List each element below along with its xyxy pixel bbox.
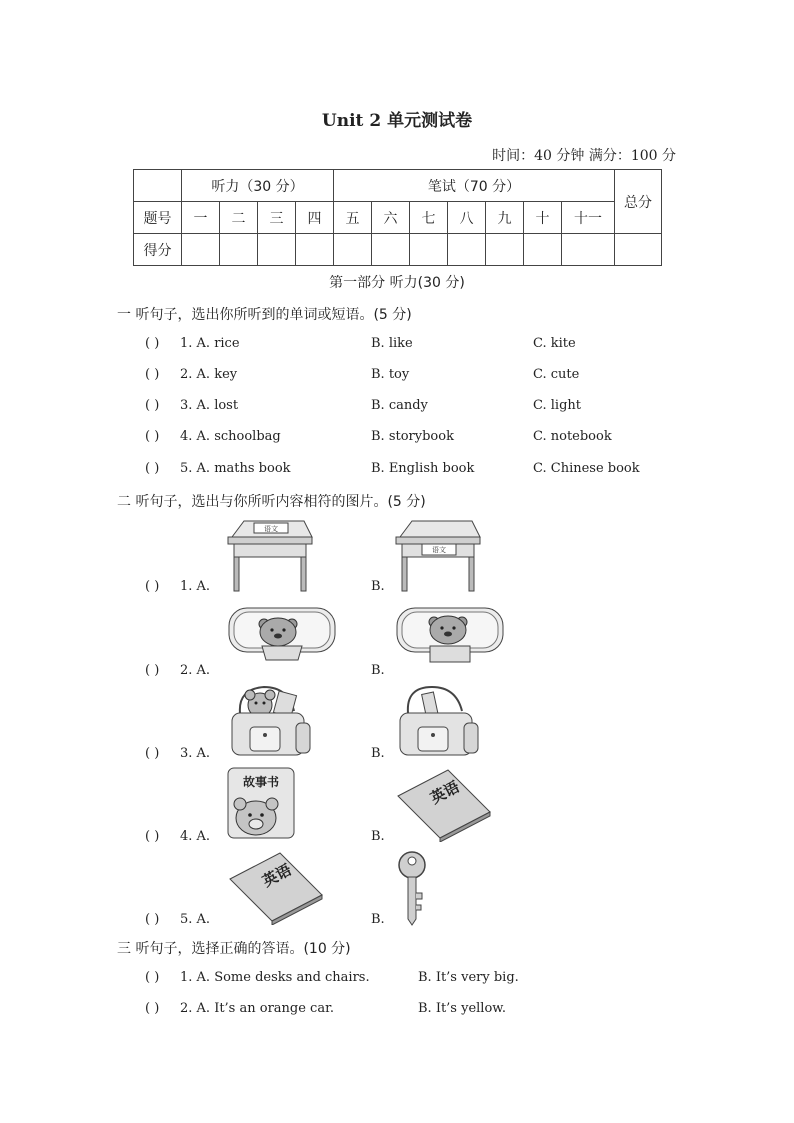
english-book-image[interactable] (394, 766, 494, 842)
option-a: 5. A. maths book (180, 461, 291, 476)
schoolbag-with-book-image[interactable] (394, 683, 484, 759)
answer-blank[interactable]: ( ) (145, 367, 160, 382)
score-cell[interactable] (220, 234, 258, 266)
option-b: B. like (371, 336, 413, 351)
option-a: 1. A. Some desks and chairs. (180, 970, 370, 985)
score-cell[interactable] (258, 234, 296, 266)
book-label: 英语 (427, 777, 463, 808)
col-header: 五 (334, 202, 372, 234)
row-label-number: 题号 (134, 202, 182, 234)
option-a: 4. A. schoolbag (180, 429, 281, 444)
exam-meta: 时间：40 分钟 满分：100 分 (492, 148, 676, 164)
english-book-image[interactable] (226, 849, 326, 925)
answer-blank[interactable]: ( ) (145, 1001, 160, 1016)
option-c: C. Chinese book (533, 461, 640, 476)
book-label: 英语 (259, 860, 295, 891)
score-cell[interactable] (486, 234, 524, 266)
section1-heading: 一 听句子，选出你所听到的单词或短语。(5 分) (117, 307, 412, 323)
option-c: C. kite (533, 336, 576, 351)
pencil-box-open-image[interactable] (394, 602, 506, 664)
option-b: B. (371, 746, 385, 761)
option-b: B. (371, 912, 385, 927)
answer-blank[interactable]: ( ) (145, 912, 160, 927)
book-label: 故事书 (242, 775, 280, 789)
answer-blank[interactable]: ( ) (145, 663, 160, 678)
page-title: Unit 2 单元测试卷 (321, 111, 473, 131)
option-b: B. candy (371, 398, 428, 413)
total-score-cell[interactable] (615, 234, 662, 266)
answer-blank[interactable]: ( ) (145, 746, 160, 761)
option-c: C. cute (533, 367, 580, 382)
corner-cell (134, 170, 182, 202)
answer-blank[interactable]: ( ) (145, 829, 160, 844)
pencil-box-closed-image[interactable] (226, 602, 338, 664)
col-header: 三 (258, 202, 296, 234)
score-cell[interactable] (372, 234, 410, 266)
score-table (133, 169, 662, 266)
option-a: 1. A. rice (180, 336, 240, 351)
storybook-image[interactable] (226, 766, 298, 842)
col-header: 十一 (562, 202, 615, 234)
option-a: 5. A. (180, 912, 211, 927)
score-cell[interactable] (562, 234, 615, 266)
part-one-header: 第一部分 听力(30 分) (329, 275, 465, 291)
score-cell[interactable] (448, 234, 486, 266)
option-b: B. (371, 663, 385, 678)
score-cell[interactable] (334, 234, 372, 266)
option-a: 4. A. (180, 829, 211, 844)
answer-blank[interactable]: ( ) (145, 970, 160, 985)
key-image[interactable] (394, 849, 434, 927)
col-header: 九 (486, 202, 524, 234)
option-b: B. (371, 579, 385, 594)
desk-with-book-under-image[interactable] (226, 515, 314, 593)
answer-blank[interactable]: ( ) (145, 336, 160, 351)
option-a: 2. A. It’s an orange car. (180, 1001, 335, 1016)
listening-header: 听力（30 分） (182, 170, 334, 202)
col-header: 二 (220, 202, 258, 234)
col-header: 八 (448, 202, 486, 234)
answer-blank[interactable]: ( ) (145, 398, 160, 413)
col-header: 四 (296, 202, 334, 234)
option-a: 2. A. (180, 663, 211, 678)
option-b: B. It’s very big. (418, 970, 519, 985)
option-b: B. storybook (371, 429, 454, 444)
answer-blank[interactable]: ( ) (145, 429, 160, 444)
book-label: 语文 (264, 525, 278, 533)
col-header: 一 (182, 202, 220, 234)
option-b: B. (371, 829, 385, 844)
option-c: C. light (533, 398, 581, 413)
option-b: B. It’s yellow. (418, 1001, 507, 1016)
answer-blank[interactable]: ( ) (145, 461, 160, 476)
score-cell[interactable] (410, 234, 448, 266)
schoolbag-with-bear-image[interactable] (226, 683, 316, 759)
section2-heading: 二 听句子，选出与你所听内容相符的图片。(5 分) (117, 494, 426, 510)
writing-header: 笔试（70 分） (334, 170, 615, 202)
col-header: 十 (524, 202, 562, 234)
total-header: 总分 (615, 170, 662, 234)
book-label: 语文 (432, 546, 446, 554)
score-cell[interactable] (182, 234, 220, 266)
option-b: B. English book (371, 461, 475, 476)
score-cell[interactable] (296, 234, 334, 266)
desk-with-book-in-image[interactable] (394, 515, 482, 593)
section3-heading: 三 听句子，选择正确的答语。(10 分) (117, 941, 351, 957)
option-a: 3. A. lost (180, 398, 239, 413)
option-c: C. notebook (533, 429, 612, 444)
answer-blank[interactable]: ( ) (145, 579, 160, 594)
option-b: B. toy (371, 367, 410, 382)
row-label-score: 得分 (134, 234, 182, 266)
col-header: 七 (410, 202, 448, 234)
option-a: 2. A. key (180, 367, 238, 382)
option-a: 3. A. (180, 746, 211, 761)
col-header: 六 (372, 202, 410, 234)
option-a: 1. A. (180, 579, 211, 594)
score-cell[interactable] (524, 234, 562, 266)
